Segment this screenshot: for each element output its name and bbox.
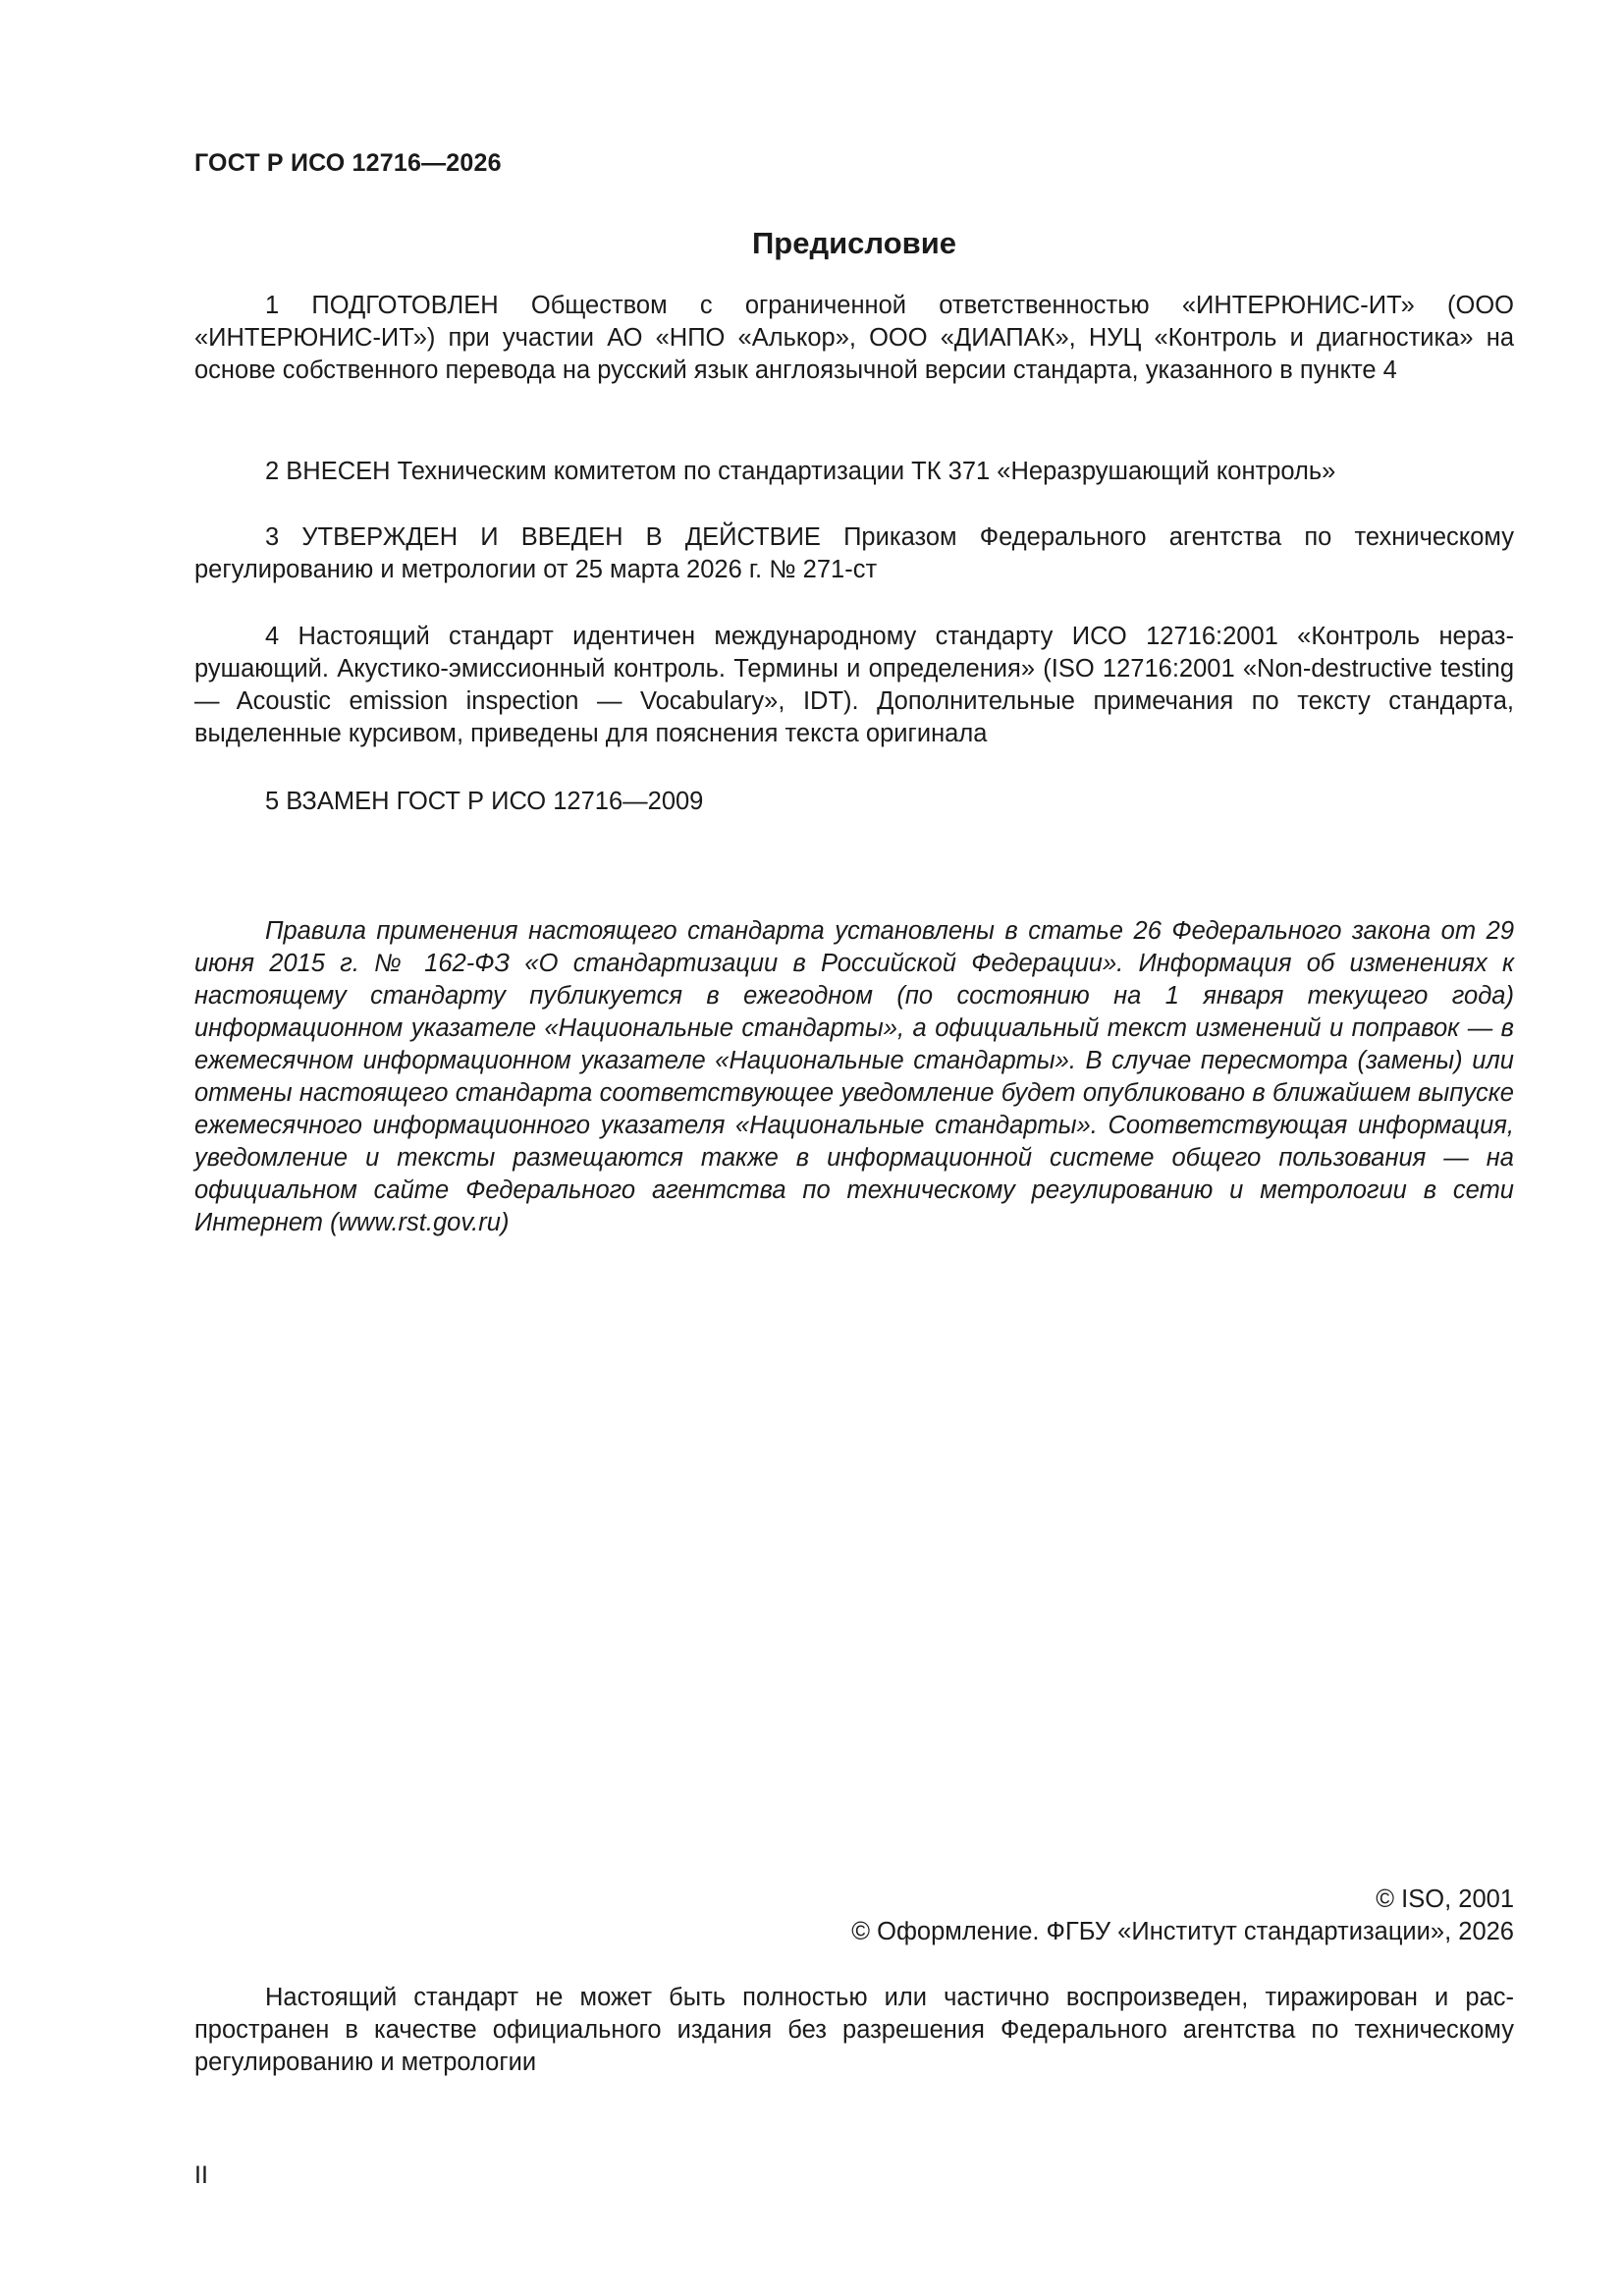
rules-notice: Правила применения настоящего стандарта установлены в статье 26 Федерального закона от 29 июня 2015 г. № 162-ФЗ «О стандартизации в Российской Федерации». Информация об изменениях к настоящему стандарту публикуется в ежегодном (по состоянию на 1 января текущего года) информационном указателе «Национальные стандарты», а официальный текст изменений и поправок — в ежемесячном информационном указателе «Национальные стандарты». В случае пересмотра (замены) или отмены настоящего стандарта соответствующее уведомление будет опубликовано в ближайшем выпуске ежемесячного информационного указателя «Национальные стандарты». Соответствующая информация, уведомление и тексты размещаются также в информационной системе общего пользования — на официальном сайте Федерального агентства по техническому регулированию и метрологии в сети Интернет (www.rst.gov.ru) [194,917,1514,1236]
standard-designation: ГОСТ Р ИСО 12716—2026 [194,149,502,177]
foreword-item-4: 4 Настоящий стандарт идентичен международному стандарту ИСО 12716:2001 «Контроль неразрушающий. Акустико-эмиссионный контроль. Термины и определения» (ISO 12716:2001 «Non-destructive testing — Acoustic emission inspection — Vocabulary», IDT). Дополнительные примечания по тексту стандарта, выделенные курсивом, приведены для пояснения текста оригинала [194,623,1514,747]
copyright-design: © Оформление. ФГБУ «Институт стандартизации», 2026 [851,1918,1514,1945]
page-number: II [194,2161,208,2189]
foreword-item-1: 1 ПОДГОТОВЛЕН Обществом с ограниченной ответственностью «ИНТЕРЮНИС-ИТ» (ООО «ИНТЕРЮНИС-ИТ») при участии АО «НПО «Алькор», ООО «ДИАПАК», НУЦ «Контроль и диагностика» на основе собственного перевода на русский язык англоязычной версии стандарта, указанного в пункте 4 [194,292,1514,384]
foreword-title: Предисловие [751,226,956,260]
copyright-iso: © ISO, 2001 [1376,1886,1514,1913]
foreword-item-5: 5 ВЗАМЕН ГОСТ Р ИСО 12716—2009 [265,788,704,815]
foreword-item-3: 3 УТВЕРЖДЕН И ВВЕДЕН В ДЕЙСТВИЕ Приказом Федерального агентства по техническому регулированию и метрологии от 25 марта 2026 г. № 271-ст [194,523,1514,583]
reproduction-notice: Настоящий стандарт не может быть полностью или частично воспроизведен, тиражирован и распространен в качестве официального издания без разрешения Федерального агентства по техническому регулированию и метрологии [194,1984,1514,2076]
foreword-item-2: 2 ВНЕСЕН Техническим комитетом по стандартизации ТК 371 «Неразрушающий контроль» [265,458,1336,485]
